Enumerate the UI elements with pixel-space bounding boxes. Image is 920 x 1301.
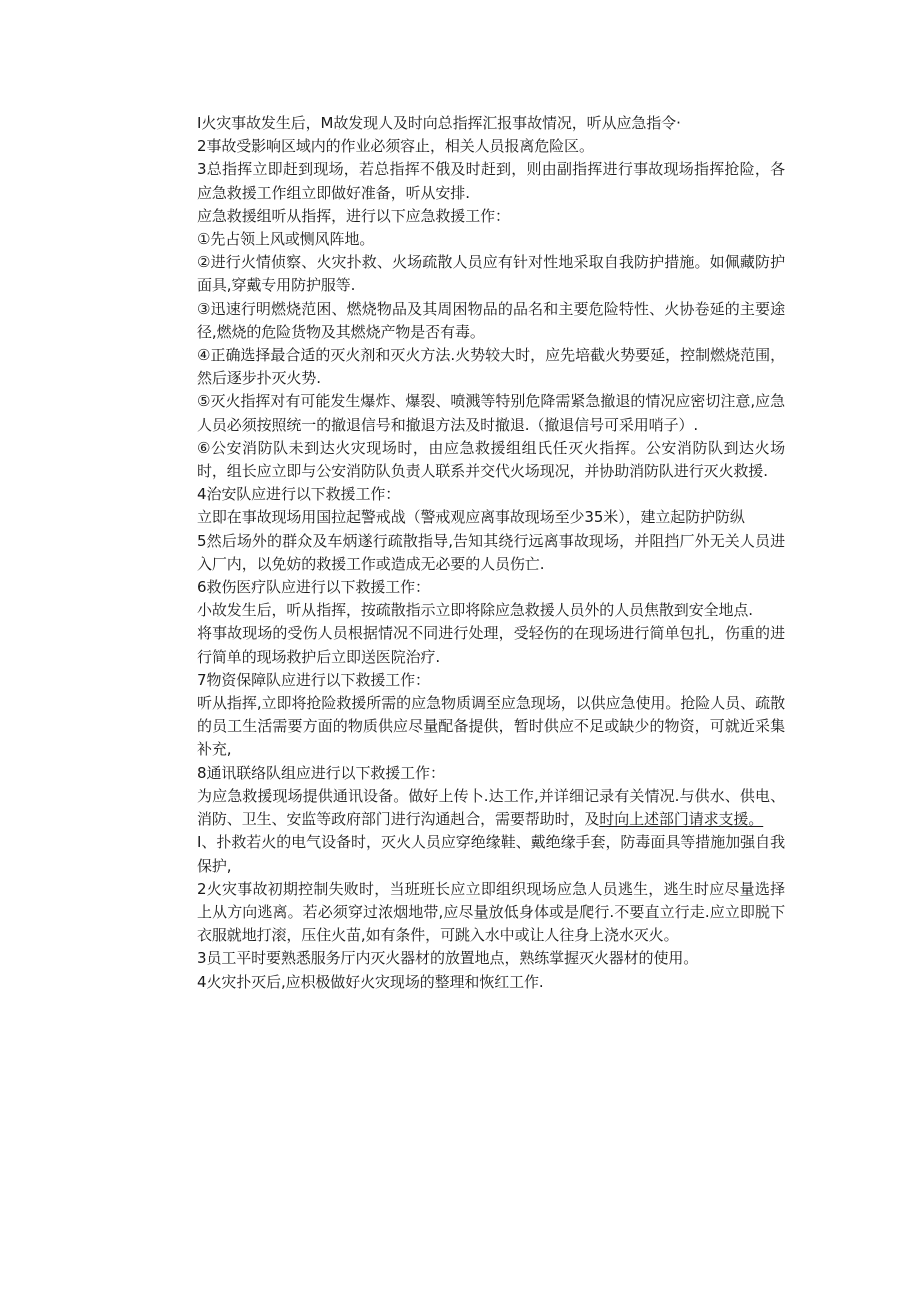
paragraph-rescue-group-heading: 应急救援组听从指挥，进行以下应急救援工作：: [197, 206, 510, 225]
paragraph-commander-arrive: 3总指挥立即赶到现场，若总指挥不俄及时赶到，则由副指挥进行事故现场指挥抢险，各应急救援工作组立即做好准备，听从安排.: [197, 160, 785, 202]
paragraph-comm-body: [197, 785, 785, 831]
paragraph-fire-report: I火灾事故发生后，M故发现人及时向总指挥汇报事故情况，听从应急指令·: [197, 114, 681, 132]
paragraph-note-2: 2火灾事故初期控制失败时，当班班长应立即组织现场应急人员逃生，逃生时应尽量选择上从方向逃离。若必须穿过浓烟地带,应尽量放低身体或是爬行.不要直立行走.应立即脱下衣服就地打滚，压住火苗,如有条件，可跳入水中或让人往身上浇水灭火。: [197, 879, 785, 945]
paragraph-item-1: ①先占领上风或恻风阵地。: [197, 230, 375, 249]
paragraph-medical-heading: 6救伤医疗队应进行以下救援工作：: [197, 578, 430, 597]
paragraph-item-2: ②进行火情侦察、火灾扑救、火场疏散人员应有针对性地采取自我防护措施。如佩藏防护面具,穿戴专用防护服等.: [197, 253, 785, 295]
paragraph-security-heading: 4治安队应进行以下救援工作：: [197, 485, 401, 504]
paragraph-evacuate-area: 2事故受影响区域内的作业必须容止，相关人员报离危险区。: [197, 137, 594, 156]
paragraph-comm-heading: 8通讯联络队组应进行以下救援工作：: [197, 763, 445, 782]
paragraph-security-cordon: 立即在事故现场用国拉起警戒战（警戒观应离事故现场至少35米），建立起防护防纵: [197, 508, 745, 527]
paragraph-item-6: ⑥公安消防队未到达火灾现场时，由应急救援组组氏任灭火指挥。公安消防队到达火场时，组长应立即与公安消防队负责人联系并交代火场现况，并协助消防队进行灭火救援.: [197, 438, 785, 481]
comm-body-underlined-text: 时向上述部门请求支援。: [599, 810, 764, 829]
paragraph-item-3: ③迅速行明燃烧范困、燃烧物品及其周困物品的品名和主要危险特性、火协卷延的主要途径,燃烧的危险货物及其燃烧产物是否有毒。: [197, 299, 785, 341]
paragraph-security-evacuation: 5然后场外的群众及车炳遂行疏散指导,告知其绕行远离事故现场，并阻挡厂外无关人员进入厂内，以免妨的救援工作或造成无必要的人员伤亡.: [197, 531, 785, 573]
paragraph-medical-evacuate: 小故发生后，听从指挥，按疏散指示立即将除应急救援人员外的人员焦散到安全地点.: [197, 601, 753, 620]
paragraph-note-4: 4火灾扑灭后,应枳极做好火灾现场的整理和恢红工作.: [197, 972, 544, 991]
document-body: [197, 112, 785, 994]
paragraph-note-1: I、扑救若火的电气设备时，灭火人员应穿绝缘鞋、戴绝缘手套，防毒面具等措施加强自我保护,: [197, 833, 785, 875]
paragraph-supply-heading: 7物资保障队应进行以下救援工作：: [197, 670, 430, 689]
paragraph-medical-treatment: 将事故现场的受伤人员根据情况不同进行处理，受轻伤的在现场进行简单包扎，伤重的进行简单的现场救护后立即送医院治疗.: [197, 624, 785, 666]
paragraph-supply-body: 听从指挥,立即将抢险救援所需的应急物质调至应急现场，以供应急使用。抢险人员、疏散的员工生活需要方面的物质供应尽量配备提供，暂时供应不足或缺少的物资，可就近采集补充,: [197, 694, 785, 759]
paragraph-item-4: ④正确选择最合适的灭火剂和灭火方法.火势较大时，应先培截火势要延，控制燃烧范围，然后逐步扑灭火势.: [197, 346, 785, 388]
paragraph-note-3: 3员工平时要熟悉服务厅内灭火器材的放置地点，熟练掌握灭火器材的使用。: [197, 949, 699, 968]
paragraph-item-5: ⑤灭火指挥对有可能发生爆炸、爆裂、喷溅等特别危降需紧急撤退的情况应密切注意,应急人员必须按照统一的撤退信号和撤退方法及时撤退.（撤退信号可采用哨子）.: [197, 392, 785, 434]
comm-body-text: 为应急救援现场提供通讯设备。做好上传卜.达工作,并详细记录有关情况.与供水、供电、消防、卫生、安监等政府部门进行沟通赳合，需要帮助时，及: [197, 786, 785, 829]
